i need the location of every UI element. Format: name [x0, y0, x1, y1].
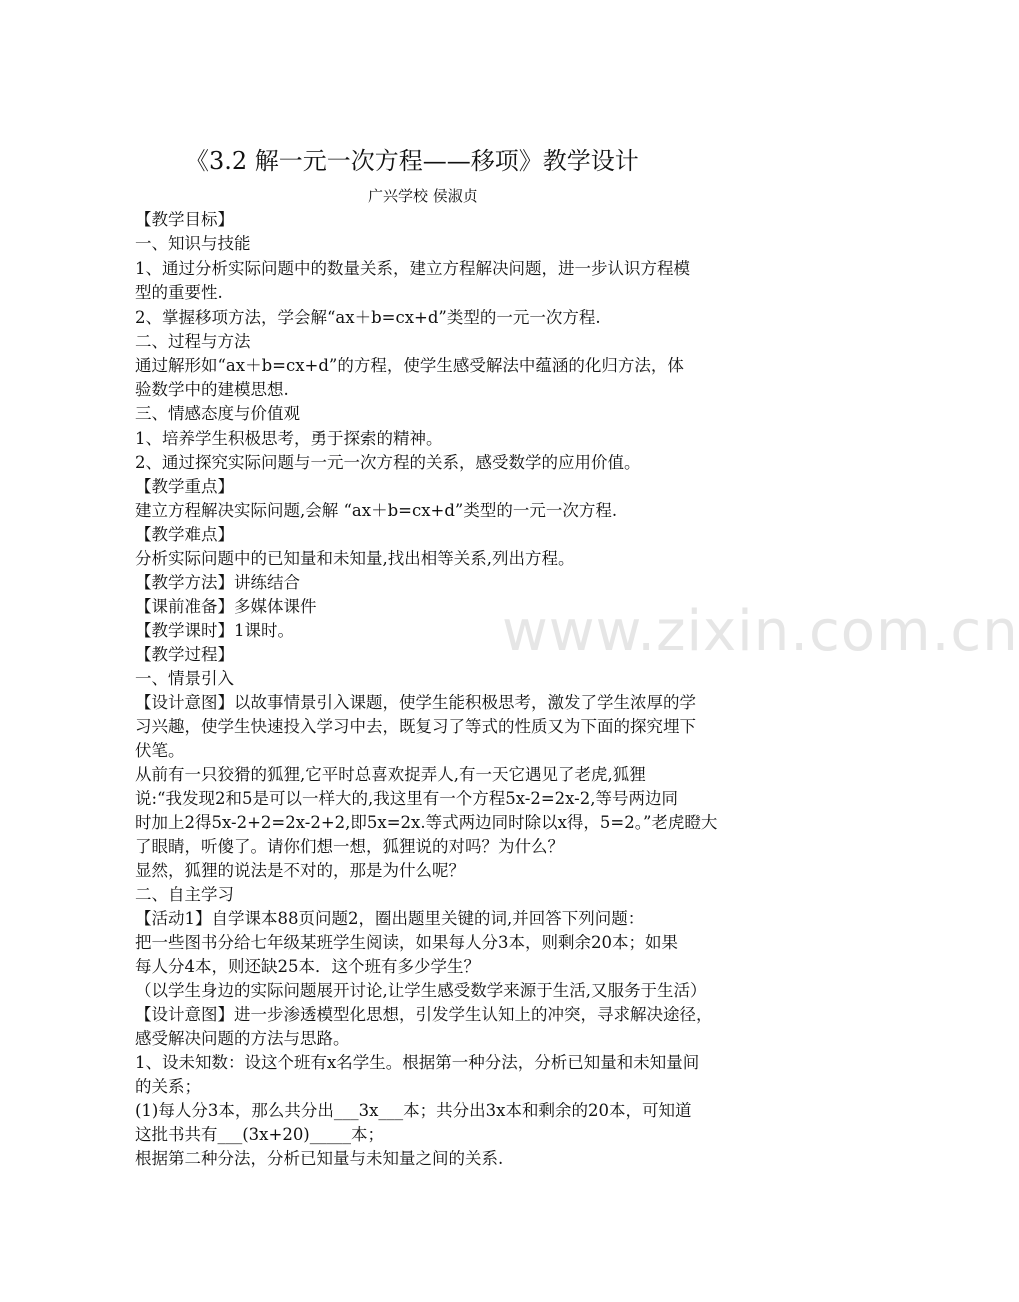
- body-line: 【设计意图】进一步渗透模型化思想，引发学生认知上的冲突，寻求解决途径，: [135, 1005, 713, 1024]
- body-line: 1、设未知数：设这个班有x名学生。根据第一种分法，分析已知量和未知量间: [135, 1053, 700, 1072]
- section-heading-process: 【教学过程】: [135, 645, 234, 664]
- body-line: 说:“我发现2和5是可以一样大的,我这里有一个方程5x-2=2x-2,等号两边同: [135, 789, 678, 808]
- subsection-heading: 一、情景引入: [135, 669, 234, 688]
- body-line: 从前有一只狡猾的狐狸,它平时总喜欢捉弄人,有一天它遇见了老虎,狐狸: [135, 765, 646, 784]
- subsection-heading: 二、自主学习: [135, 885, 234, 904]
- subsection-heading: 一、知识与技能: [135, 234, 251, 253]
- body-line: （以学生身边的实际问题展开讨论,让学生感受数学来源于生活,又服务于生活）: [135, 981, 707, 1000]
- body-line: 验数学中的建模思想.: [135, 380, 289, 399]
- body-line: 2、掌握移项方法，学会解“ax＋b=cx+d”类型的一元一次方程.: [135, 308, 601, 327]
- body-line: 了眼睛，听傻了。请你们想一想，狐狸说的对吗？为什么？: [135, 837, 564, 856]
- body-line: 1、通过分析实际问题中的数量关系，建立方程解决问题，进一步认识方程模: [135, 259, 690, 278]
- body-line: 感受解决问题的方法与思路。: [135, 1029, 350, 1048]
- subsection-heading: 二、过程与方法: [135, 332, 251, 351]
- body-line: 根据第二种分法，分析已知量与未知量之间的关系.: [135, 1149, 504, 1168]
- document-author: 广兴学校 侯淑贞: [368, 187, 478, 205]
- section-heading-preparation: 【课前准备】多媒体课件: [135, 597, 317, 616]
- body-line: 的关系；: [135, 1077, 201, 1096]
- body-line: 这批书共有___(3x+20)_____本；: [135, 1125, 384, 1144]
- section-heading-method: 【教学方法】讲练结合: [135, 573, 300, 592]
- section-heading-objectives: 【教学目标】: [135, 210, 234, 229]
- body-line: (1)每人分3本，那么共分出___3x___本；共分出3x本和剩余的20本，可知道: [135, 1101, 692, 1120]
- body-line: 每人分4本，则还缺25本．这个班有多少学生？: [135, 957, 480, 976]
- body-line: 建立方程解决实际问题,会解 “ax＋b=cx+d”类型的一元一次方程.: [135, 501, 618, 520]
- body-line: 2、通过探究实际问题与一元一次方程的关系，感受数学的应用价值。: [135, 453, 641, 472]
- body-line: 习兴趣，使学生快速投入学习中去，既复习了等式的性质又为下面的探究埋下: [135, 717, 696, 736]
- body-line: 通过解形如“ax＋b=cx+d”的方程，使学生感受解法中蕴涵的化归方法，体: [135, 356, 684, 375]
- watermark: www.zixin.com.cn: [502, 599, 1019, 664]
- section-heading-key-points: 【教学重点】: [135, 477, 234, 496]
- body-line: 把一些图书分给七年级某班学生阅读，如果每人分3本，则剩余20本；如果: [135, 933, 678, 952]
- body-line: 型的重要性.: [135, 283, 223, 302]
- body-line: 时加上2得5x-2+2=2x-2+2,即5x=2x.等式两边同时除以x得，5=2。”老虎瞪大: [135, 813, 718, 832]
- section-heading-hours: 【教学课时】1课时。: [135, 621, 294, 640]
- section-heading-difficulties: 【教学难点】: [135, 525, 234, 544]
- activity-heading: 【活动1】自学课本88页问题2，圈出题里关键的词,并回答下列问题：: [135, 909, 645, 928]
- subsection-heading: 三、情感态度与价值观: [135, 404, 300, 423]
- body-line: 伏笔。: [135, 741, 185, 760]
- body-line: 【设计意图】以故事情景引入课题，使学生能积极思考，激发了学生浓厚的学: [135, 693, 696, 712]
- document-title: 《3.2 解一元一次方程——移项》教学设计: [185, 147, 639, 175]
- body-line: 分析实际问题中的已知量和未知量,找出相等关系,列出方程。: [135, 549, 575, 568]
- body-line: 显然，狐狸的说法是不对的，那是为什么呢？: [135, 861, 465, 880]
- body-line: 1、培养学生积极思考，勇于探索的精神。: [135, 429, 443, 448]
